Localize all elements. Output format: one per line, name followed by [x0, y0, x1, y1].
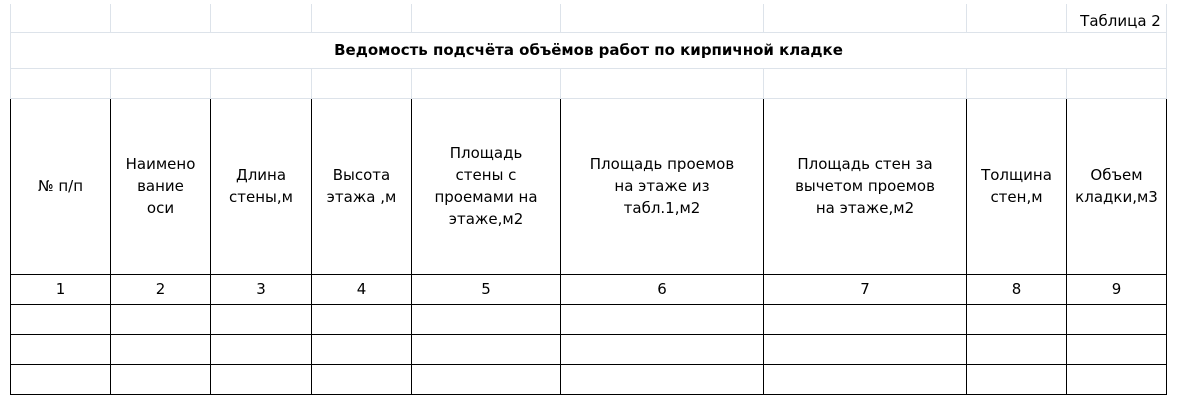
cell[interactable]: [312, 68, 412, 98]
column-header-8[interactable]: [967, 98, 1067, 274]
cell[interactable]: [312, 4, 412, 32]
table-cell[interactable]: [1067, 364, 1167, 394]
column-header-9[interactable]: [1067, 98, 1167, 274]
cell[interactable]: [412, 4, 561, 32]
cell[interactable]: [211, 4, 312, 32]
column-header-line: на этаже из: [614, 177, 710, 195]
cell[interactable]: [561, 68, 764, 98]
table-cell[interactable]: [1067, 304, 1167, 334]
table-cell[interactable]: [111, 334, 211, 364]
column-number-4[interactable]: 4: [312, 274, 412, 304]
table-cell[interactable]: [412, 364, 561, 394]
column-header-2[interactable]: [111, 98, 211, 274]
column-header-4[interactable]: [312, 98, 412, 274]
table-number-label[interactable]: Таблица 2: [1067, 4, 1167, 32]
column-header-1[interactable]: [11, 98, 111, 274]
cell[interactable]: [1067, 68, 1167, 98]
column-header-line: Высота: [332, 166, 391, 184]
cell[interactable]: [111, 4, 211, 32]
table-cell[interactable]: [312, 334, 412, 364]
table-cell[interactable]: [211, 334, 312, 364]
table-row: [11, 334, 1167, 364]
table-cell[interactable]: [764, 334, 967, 364]
column-number-8[interactable]: 8: [967, 274, 1067, 304]
column-header-line: № п/п: [37, 177, 84, 195]
column-number-7[interactable]: 7: [764, 274, 967, 304]
column-header-line: на этаже,м2: [815, 199, 915, 217]
column-header-6[interactable]: [561, 98, 764, 274]
table-cell[interactable]: [561, 334, 764, 364]
table-cell[interactable]: [11, 304, 111, 334]
cell[interactable]: [11, 68, 111, 98]
column-number-row: [11, 274, 1167, 304]
table-cell[interactable]: [211, 364, 312, 394]
column-header-line: проемами на: [434, 188, 538, 206]
table-cell[interactable]: [211, 304, 312, 334]
column-number-9[interactable]: 9: [1067, 274, 1167, 304]
column-header-line: оси: [146, 199, 175, 217]
column-header-line: табл.1,м2: [623, 199, 701, 217]
table-cell[interactable]: [967, 334, 1067, 364]
column-header-line: Объем: [1090, 166, 1143, 184]
table-cell[interactable]: [561, 364, 764, 394]
column-header-line: стен,м: [990, 188, 1043, 206]
column-number-6[interactable]: 6: [561, 274, 764, 304]
table-cell[interactable]: [412, 334, 561, 364]
table-cell[interactable]: [412, 304, 561, 334]
column-number-2[interactable]: 2: [111, 274, 211, 304]
table-cell[interactable]: [764, 304, 967, 334]
column-header-5[interactable]: [412, 98, 561, 274]
column-header-line: стены,м: [229, 188, 293, 206]
table-label-row: [11, 4, 1167, 32]
table-row: [11, 364, 1167, 394]
cell[interactable]: [211, 68, 312, 98]
column-header-line: Наимено: [125, 155, 196, 173]
data-rows: [11, 304, 1167, 394]
column-header-line: вание: [137, 177, 184, 195]
table-cell[interactable]: [111, 304, 211, 334]
column-header-line: стены с: [455, 166, 517, 184]
cell[interactable]: [412, 68, 561, 98]
cell[interactable]: [967, 68, 1067, 98]
column-header-line: кладки,м3: [1075, 188, 1158, 206]
cell[interactable]: [561, 4, 764, 32]
table-row: [11, 304, 1167, 334]
table-title[interactable]: Ведомость подсчёта объёмов работ по кирпичной кладке: [11, 32, 1167, 68]
table-cell[interactable]: [967, 364, 1067, 394]
table-cell[interactable]: [312, 364, 412, 394]
column-header-line: Толщина: [981, 166, 1052, 184]
column-header-line: Площадь: [449, 144, 523, 162]
column-header-line: этажа ,м: [326, 188, 397, 206]
table-cell[interactable]: [561, 304, 764, 334]
column-number-3[interactable]: 3: [211, 274, 312, 304]
table-cell[interactable]: [312, 304, 412, 334]
table-cell[interactable]: [11, 334, 111, 364]
cell[interactable]: [764, 68, 967, 98]
volume-table: [10, 4, 1167, 395]
column-header-line: этаже,м2: [448, 210, 524, 228]
title-row: [11, 32, 1167, 68]
cell[interactable]: [967, 4, 1067, 32]
column-header-7[interactable]: [764, 98, 967, 274]
table-cell[interactable]: [967, 304, 1067, 334]
cell[interactable]: [111, 68, 211, 98]
column-header-line: Длина: [235, 166, 287, 184]
cell[interactable]: [11, 4, 111, 32]
column-header-line: Площадь проемов: [589, 155, 735, 173]
spacer-row: [11, 68, 1167, 98]
column-header-line: вычетом проемов: [795, 177, 935, 195]
header-row: [11, 98, 1167, 274]
table-cell[interactable]: [111, 364, 211, 394]
table-cell[interactable]: [1067, 334, 1167, 364]
table-cell[interactable]: [11, 364, 111, 394]
column-number-1[interactable]: 1: [11, 274, 111, 304]
column-header-3[interactable]: [211, 98, 312, 274]
cell[interactable]: [764, 4, 967, 32]
column-number-5[interactable]: 5: [412, 274, 561, 304]
table-cell[interactable]: [764, 364, 967, 394]
column-header-line: Площадь стен за: [797, 155, 933, 173]
